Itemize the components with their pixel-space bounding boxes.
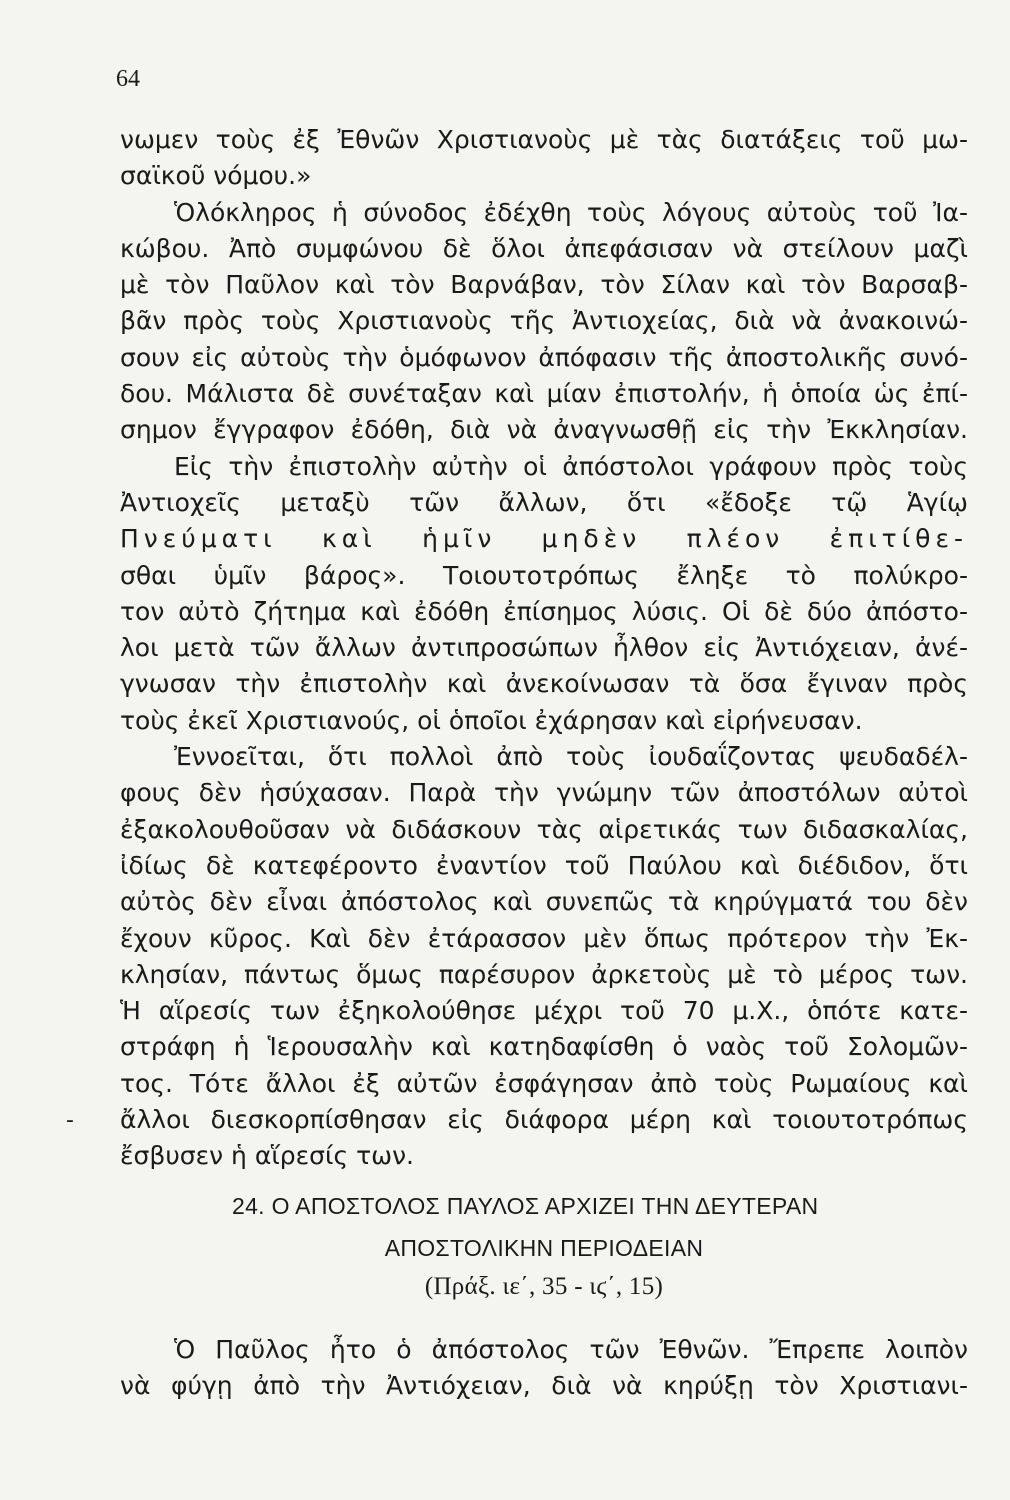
text-line: σημον ἔγγραφον ἐδόθη, διὰ νὰ ἀναγνωσθῇ εἰς τὴν Ἐκκλησίαν. xyxy=(120,415,968,445)
text-line: νὰ φύγῃ ἀπὸ τὴν Ἀντιόχειαν, διὰ νὰ κηρύξῃ τὸν Χριστιανι- xyxy=(120,1371,968,1401)
section-heading: 24. Ο ΑΠΟΣΤΟΛΟΣ ΠΑΥΛΟΣ ΑΡΧΙΖΕΙ ΤΗΝ ΔΕΥΤΕΡΑΝ xyxy=(232,1193,819,1219)
text-line: ἔσβυσεν ἡ αἵρεσίς των. xyxy=(120,1141,414,1171)
page-number: 64 xyxy=(116,66,140,92)
text-line: τοὺς ἐκεῖ Χριστιανούς, οἱ ὁποῖοι ἐχάρησαν καὶ εἰρήνευσαν. xyxy=(120,705,863,735)
text-line: Ἐννοεῖται, ὅτι πολλοὶ ἀπὸ τοὺς ἰουδαΐζοντας ψευδαδέλ- xyxy=(174,742,968,772)
text-line: Ὁ Παῦλος ἦτο ὁ ἀπόστολος τῶν Ἐθνῶν. Ἔπρεπε λοιπὸν xyxy=(174,1335,968,1364)
text-line: δου. Μάλιστα δὲ συνέταξαν καὶ μίαν ἐπιστολήν, ἡ ὁποία ὡς ἐπί- xyxy=(120,379,968,409)
text-line: Ἡ αἵρεσίς των ἐξηκολούθησε μέχρι τοῦ 70 μ.Χ., ὁπότε κατε- xyxy=(120,996,968,1026)
section-reference: (Πράξ. ιε΄, 35 - ιϛ΄, 15) xyxy=(424,1273,664,1300)
section-heading-continued: ΑΠΟΣΤΟΛΙΚΗΝ ΠΕΡΙΟΔΕΙΑΝ xyxy=(384,1235,704,1261)
text-line: σθαι ὑμῖν βάρος». Τοιουτοτρόπως ἔληξε τὸ πολύκρο- xyxy=(120,560,968,590)
text-line: νωμεν τοὺς ἐξ Ἐθνῶν Χριστιανοὺς μὲ τὰς διατάξεις τοῦ μω- xyxy=(120,125,968,154)
text-line: μὲ τὸν Παῦλον καὶ τὸν Βαρνάβαν, τὸν Σίλαν καὶ τὸν Βαρσαβ- xyxy=(120,270,968,300)
text-line: λοι μετὰ τῶν ἄλλων ἀντιπροσώπων ἦλθον εἰς Ἀντιόχειαν, ἀνέ- xyxy=(120,633,968,663)
text-line: σαϊκοῦ νόμου.» xyxy=(120,161,312,191)
text-line: Εἰς τὴν ἐπιστολὴν αὐτὴν οἱ ἀπόστολοι γράφουν πρὸς τοὺς xyxy=(174,451,968,481)
body-text-continued xyxy=(120,1332,968,1405)
body-text xyxy=(120,122,968,1175)
text-line: γνωσαν τὴν ἐπιστολὴν καὶ ἀνεκοίνωσαν τὰ ὅσα ἔγιναν πρὸς xyxy=(120,669,968,699)
text-line: τον αὐτὸ ζήτημα καὶ ἐδόθη ἐπίσημος λύσις. Οἱ δὲ δύο ἀπόστο- xyxy=(120,596,968,626)
text-line: Πνεύματι καὶ ἡμῖν μηδὲν πλέον ἐπιτίθε- xyxy=(120,524,968,554)
text-line: στράφη ἡ Ἱερουσαλὴν καὶ κατηδαφίσθη ὁ ναὸς τοῦ Σολομῶν- xyxy=(120,1032,968,1062)
text-line: Ὁλόκληρος ἡ σύνοδος ἐδέχθη τοὺς λόγους αὐτοὺς τοῦ Ἰα- xyxy=(174,197,968,227)
text-line: ἐξακολουθοῦσαν νὰ διδάσκουν τὰς αἱρετικάς των διδασκαλίας, xyxy=(120,814,968,844)
text-line: ἔχουν κῦρος. Καὶ δὲν ἐτάρασσον μὲν ὅπως πρότερον τὴν Ἐκ- xyxy=(120,923,968,953)
text-line: σουν εἰς αὐτοὺς τὴν ὁμόφωνον ἀπόφασιν τῆς ἀποστολικῆς συνό- xyxy=(120,342,968,372)
text-line: βᾶν πρὸς τοὺς Χριστιανοὺς τῆς Ἀντιοχείας, διὰ νὰ ἀνακοινώ- xyxy=(120,306,968,336)
margin-mark: - xyxy=(66,1108,74,1133)
text-line: Ἀντιοχεῖς μεταξὺ τῶν ἄλλων, ὅτι «ἔδοξε τῷ Ἁγίῳ xyxy=(120,487,968,517)
text-line: κώβου. Ἀπὸ συμφώνου δὲ ὅλοι ἀπεφάσισαν νὰ στείλουν μαζὶ xyxy=(120,233,968,263)
text-line: τος. Τότε ἄλλοι ἐξ αὐτῶν ἐσφάγησαν ἀπὸ τοὺς Ρωμαίους καὶ xyxy=(120,1068,968,1098)
text-line: ἄλλοι διεσκορπίσθησαν εἰς διάφορα μέρη καὶ τοιουτοτρόπως xyxy=(120,1105,968,1135)
text-line: κλησίαν, πάντως ὅμως παρέσυρον ἀρκετοὺς μὲ τὸ μέρος των. xyxy=(120,959,968,989)
text-line: ἰδίως δὲ κατεφέροντο ἐναντίον τοῦ Παύλου καὶ διέδιδον, ὅτι xyxy=(120,850,968,880)
text-line: αὐτὸς δὲν εἶναι ἀπόστολος καὶ συνεπῶς τὰ κηρύγματά του δὲν xyxy=(120,887,968,917)
text-line: φους δὲν ἡσύχασαν. Παρὰ τὴν γνώμην τῶν ἀποστόλων αὐτοὶ xyxy=(120,778,968,808)
